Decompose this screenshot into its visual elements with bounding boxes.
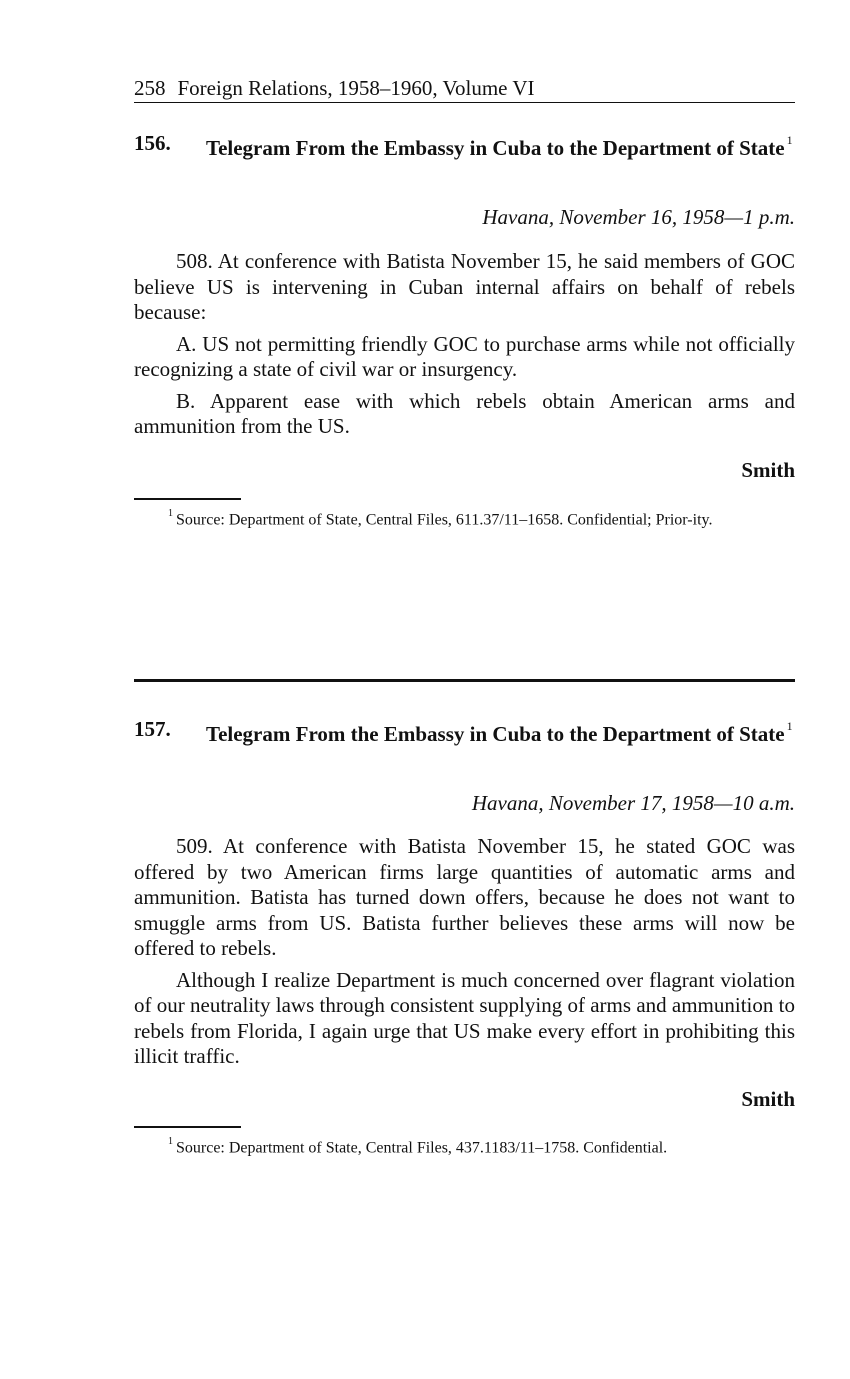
document-body: [134, 249, 795, 440]
signature: Smith: [741, 1086, 795, 1111]
footnote-marker: 1: [168, 507, 173, 519]
document-156: [134, 131, 795, 530]
document-number: 157.: [134, 717, 171, 741]
paragraph: B. Apparent ease with which rebels obtain American arms and ammunition from the US.: [134, 388, 795, 438]
running-head: [134, 77, 795, 103]
footnote-text: Source: Department of State, Central Files, 611.37/11–1658. Confidential; Prior-ity.: [176, 510, 713, 528]
page-number: 258: [134, 76, 166, 100]
footnote-ref: 1: [786, 133, 793, 147]
dateline: Havana, November 16, 1958—1 p.m.: [482, 205, 795, 229]
paragraph: 508. At conference with Batista November 15, he said members of GOC believe US is intervening in Cuban internal affairs on behalf of rebels because:: [134, 249, 795, 324]
footnote-ref: 1: [786, 719, 793, 733]
footnote-text: Source: Department of State, Central Files, 437.1183/11–1758. Confidential.: [176, 1138, 668, 1156]
footnote-marker: 1: [168, 1135, 173, 1147]
document-body: [134, 834, 795, 1070]
footnote-rule: [134, 498, 241, 500]
document-157: [134, 717, 795, 1158]
document-title: Telegram From the Embassy in Cuba to the Department of State: [206, 136, 785, 160]
paragraph: A. US not permitting friendly GOC to purchase arms while not officially recognizing a state of civil war or insurgency.: [134, 331, 795, 381]
paragraph: Although I realize Department is much concerned over flagrant violation of our neutrality laws through consistent supplying of arms and ammunition to rebels from Florida, I again urge that US make every effort in prohibiting this illicit traffic.: [134, 967, 795, 1068]
document-number: 156.: [134, 131, 171, 155]
paragraph: 509. At conference with Batista November 15, he stated GOC was offered by two American firms large quantities of automatic arms and ammunition. Batista has turned down offers, because he does not want to smuggle arms from US. Batista further believes these arms will now be offered to rebels.: [134, 834, 795, 960]
document-heading: [134, 717, 795, 747]
signature: Smith: [741, 457, 795, 482]
document-title: Telegram From the Embassy in Cuba to the Department of State: [206, 722, 785, 746]
footnote-rule: [134, 1126, 241, 1128]
dateline: Havana, November 17, 1958—10 a.m.: [471, 791, 795, 815]
volume-title: Foreign Relations, 1958–1960, Volume VI: [177, 76, 535, 100]
footnote: [134, 506, 795, 530]
footnote: [134, 1134, 795, 1158]
document-heading: [134, 131, 795, 161]
document-separator: [134, 679, 795, 682]
